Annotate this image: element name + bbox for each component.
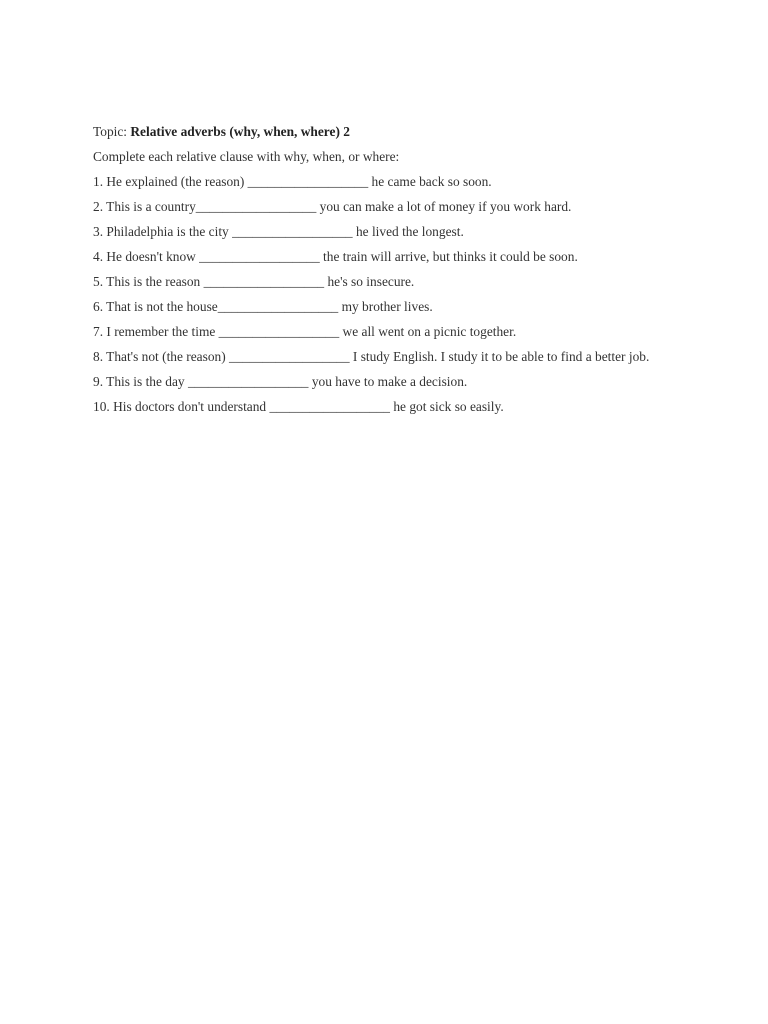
topic-title: Relative adverbs (why, when, where) 2: [130, 124, 350, 139]
topic-label: Topic:: [93, 124, 128, 139]
instructions: Complete each relative clause with why, when, or where:: [93, 149, 400, 164]
exercise-item-8: 8. That's not (the reason) __________________ I study English. I study it to be able to find a better job.: [93, 349, 650, 364]
worksheet-content: [93, 119, 683, 419]
exercise-item-6: 6. That is not the house__________________ my brother lives.: [93, 299, 433, 314]
exercise-item-10: 10. His doctors don't understand __________________ he got sick so easily.: [93, 399, 504, 414]
exercise-item-1: 1. He explained (the reason) __________________ he came back so soon.: [93, 174, 492, 189]
exercise-item-9: 9. This is the day __________________ you have to make a decision.: [93, 374, 468, 389]
exercise-item-3: 3. Philadelphia is the city __________________ he lived the longest.: [93, 224, 464, 239]
exercise-item-2: 2. This is a country__________________ you can make a lot of money if you work hard.: [93, 199, 572, 214]
exercise-item-7: 7. I remember the time __________________ we all went on a picnic together.: [93, 324, 517, 339]
exercise-item-5: 5. This is the reason __________________ he's so insecure.: [93, 274, 415, 289]
exercise-item-4: 4. He doesn't know __________________ the train will arrive, but thinks it could be soon.: [93, 249, 578, 264]
topic-heading: [93, 119, 683, 144]
